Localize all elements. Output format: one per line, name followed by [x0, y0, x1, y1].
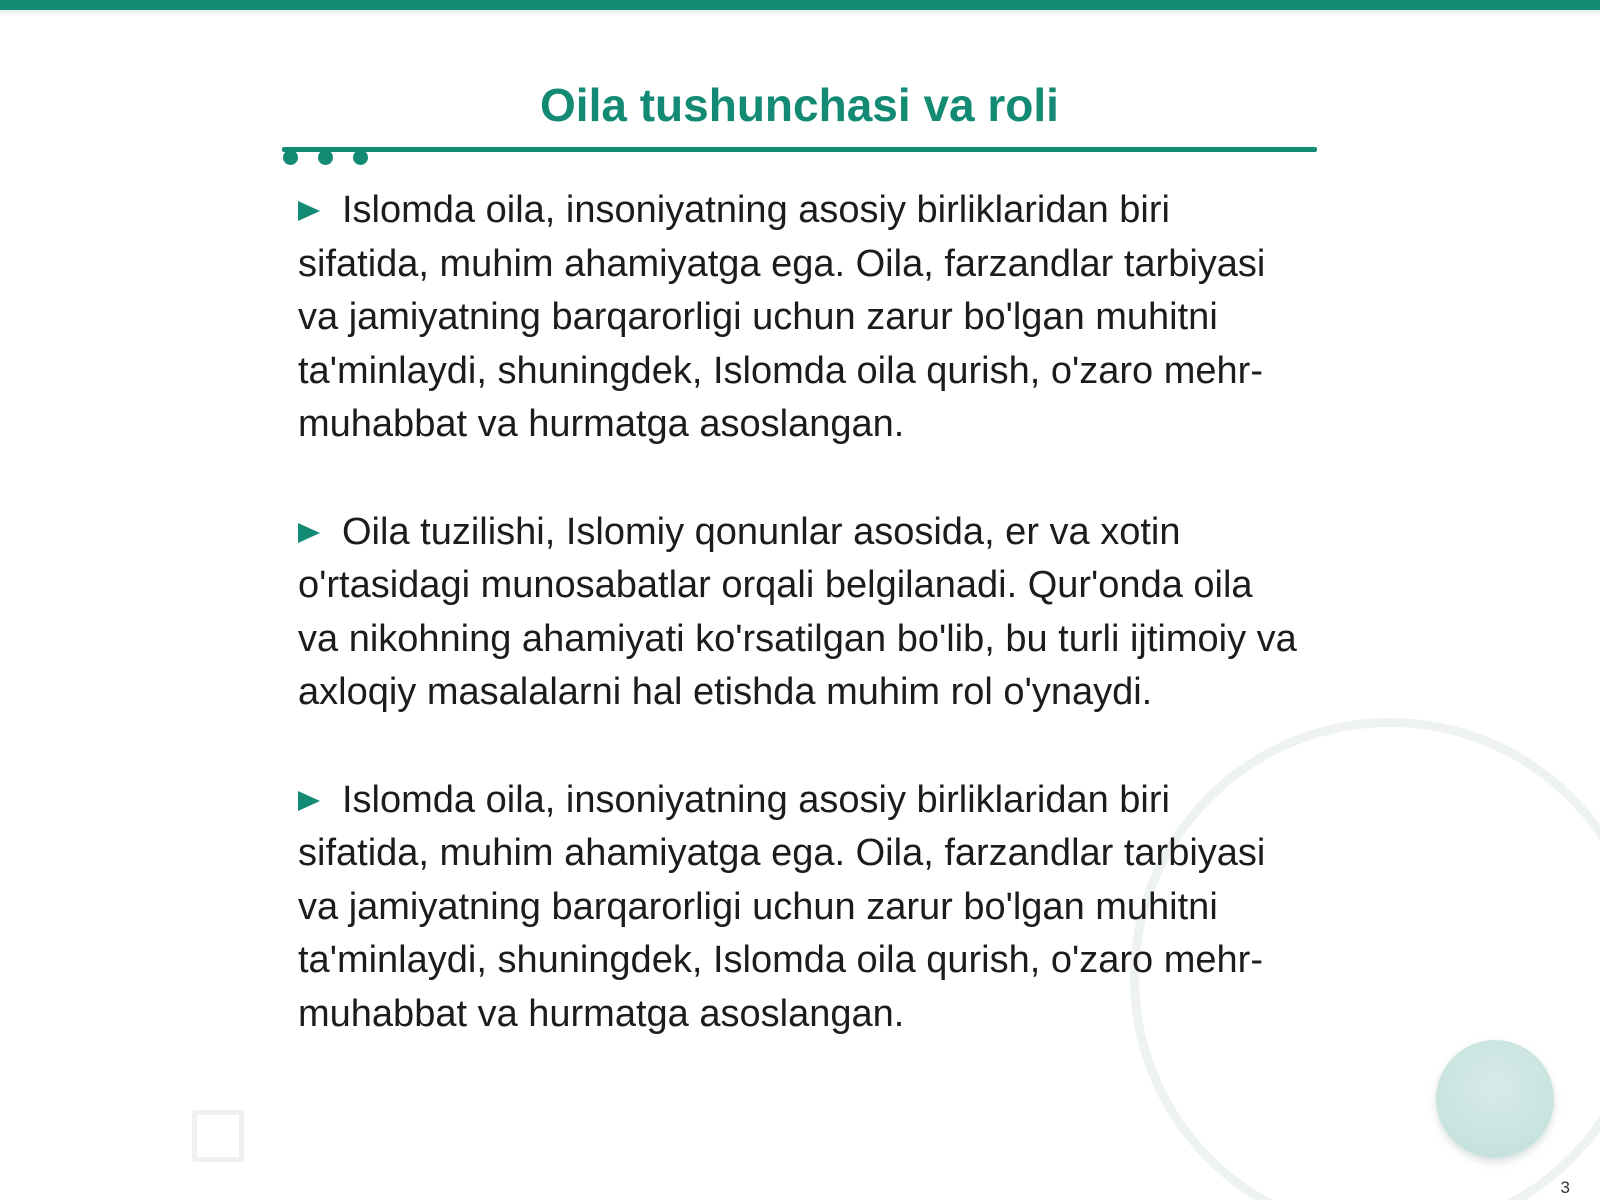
title-underline [282, 147, 1317, 152]
triangle-bullet-icon [298, 523, 320, 543]
title-dot [318, 150, 333, 165]
decorative-circle [1436, 1040, 1554, 1158]
slide-title: Oila tushunchasi va roli [540, 79, 1059, 131]
bullet-paragraph [298, 774, 1298, 1042]
bullet-paragraph [298, 506, 1298, 720]
triangle-bullet-icon [298, 201, 320, 221]
page-number: 3 [1560, 1178, 1570, 1197]
title-dot [353, 150, 368, 165]
top-bar-shadow [0, 10, 1600, 16]
content-body [298, 184, 1298, 1095]
top-accent-bar [0, 0, 1600, 10]
bullet-paragraph [298, 184, 1298, 452]
title-dot [283, 150, 298, 165]
decorative-square [192, 1110, 244, 1162]
paragraph-text: Islomda oila, insoniyatning asosiy birliklaridan biri sifatida, muhim ahamiyatga ega. Oila, farzandlar tarbiyasi va jamiyatning barqarorligi uchun zarur bo'lgan muhitni ta'minlaydi, shuningdek, Islomda oila qurish, o'zaro mehr-muhabbat va hurmatga asoslangan. [298, 189, 1266, 445]
triangle-bullet-icon [298, 791, 320, 811]
paragraph-text: Oila tuzilishi, Islomiy qonunlar asosida, er va xotin o'rtasidagi munosabatlar orqali belgilanadi. Qur'onda oila va nikohning ahamiyati ko'rsatilgan bo'lib, bu turli ijtimoiy va axloqiy masalalarni hal etishda muhim rol o'ynaydi. [298, 510, 1297, 713]
paragraph-text: Islomda oila, insoniyatning asosiy birliklaridan biri sifatida, muhim ahamiyatga ega. Oila, farzandlar tarbiyasi va jamiyatning barqarorligi uchun zarur bo'lgan muhitni ta'minlaydi, shuningdek, Islomda oila qurish, o'zaro mehr-muhabbat va hurmatga asoslangan. [298, 778, 1266, 1035]
